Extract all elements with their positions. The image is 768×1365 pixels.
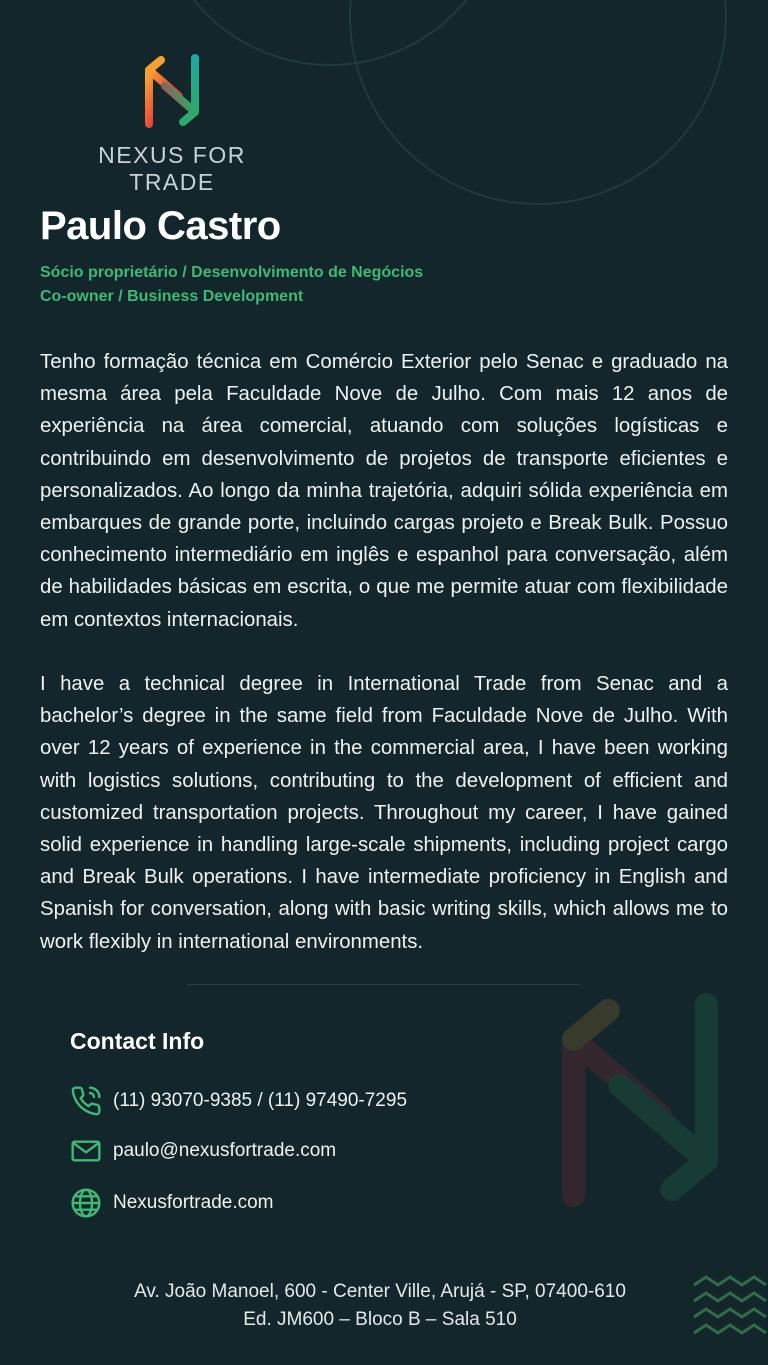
bio-english: I have a technical degree in International Trade from Senac and a bachelor’s degree in the same field from Faculdade Nove de Julho. With over 12 years of experience in the commercial area, I have been working with logistics solutions, contributing to the development of efficient and customized transportation projects. Throughout my career, I have gained solid experience in handling large-scale shipments, including project cargo and Break Bulk operations. I have intermediate proficiency in English and Spanish for conversation, along with basic writing skills, which allows me to work flexibly in international environments. [40,673,728,953]
watermark-logo-icon [520,970,760,1230]
contact-phone[interactable] [70,1085,407,1117]
contact-info-heading: Contact Info [70,1028,205,1054]
website-text: Nexusfortrade.com [113,1192,274,1213]
address-line1: Av. João Manoel, 600 - Center Ville, Arujá - SP, 07400-610 [134,1281,626,1302]
bio-portuguese: Tenho formação técnica em Comércio Exterior pelo Senac e graduado na mesma área pela Faculdade Nove de Julho. Com mais 12 anos de experiência na área comercial, atuando com soluções logísticas e contribuindo em desenvolvimento de projetos de transporte eficientes e personalizados. Ao longo da minha trajetória, adquiri sólida experiência em embarques de grande porte, incluindo cargas projeto e Break Bulk. Possuo conhecimento intermediário em inglês e espanhol para conversação, além de habilidades básicas em escrita, o que me permite atuar com flexibilidade em contextos internacionais. [40,351,728,631]
phone-text: (11) 93070-9385 / (11) 97490-7295 [113,1090,408,1111]
logo-wordmark [90,142,254,196]
nexus-logo-icon [139,46,205,136]
address-block [0,1278,760,1334]
phone-icon [70,1085,102,1117]
contact-email[interactable] [70,1135,336,1167]
profile-role [40,261,423,309]
role-english: Co-owner / Business Development [40,288,304,305]
company-logo [90,46,254,196]
address-line2: Ed. JM600 – Bloco B – Sala 510 [243,1309,517,1330]
role-portuguese: Sócio proprietário / Desenvolvimento de Negócios [40,264,424,281]
logo-text-line2: TRADE [129,169,215,195]
globe-icon [70,1187,102,1219]
mail-icon [70,1135,102,1167]
contact-website[interactable] [70,1187,274,1219]
profile-name: Paulo Castro [40,204,281,248]
email-text: paulo@nexusfortrade.com [113,1140,337,1161]
zigzag-decoration-icon [692,1275,768,1335]
logo-text-line1: NEXUS FOR [98,142,246,168]
